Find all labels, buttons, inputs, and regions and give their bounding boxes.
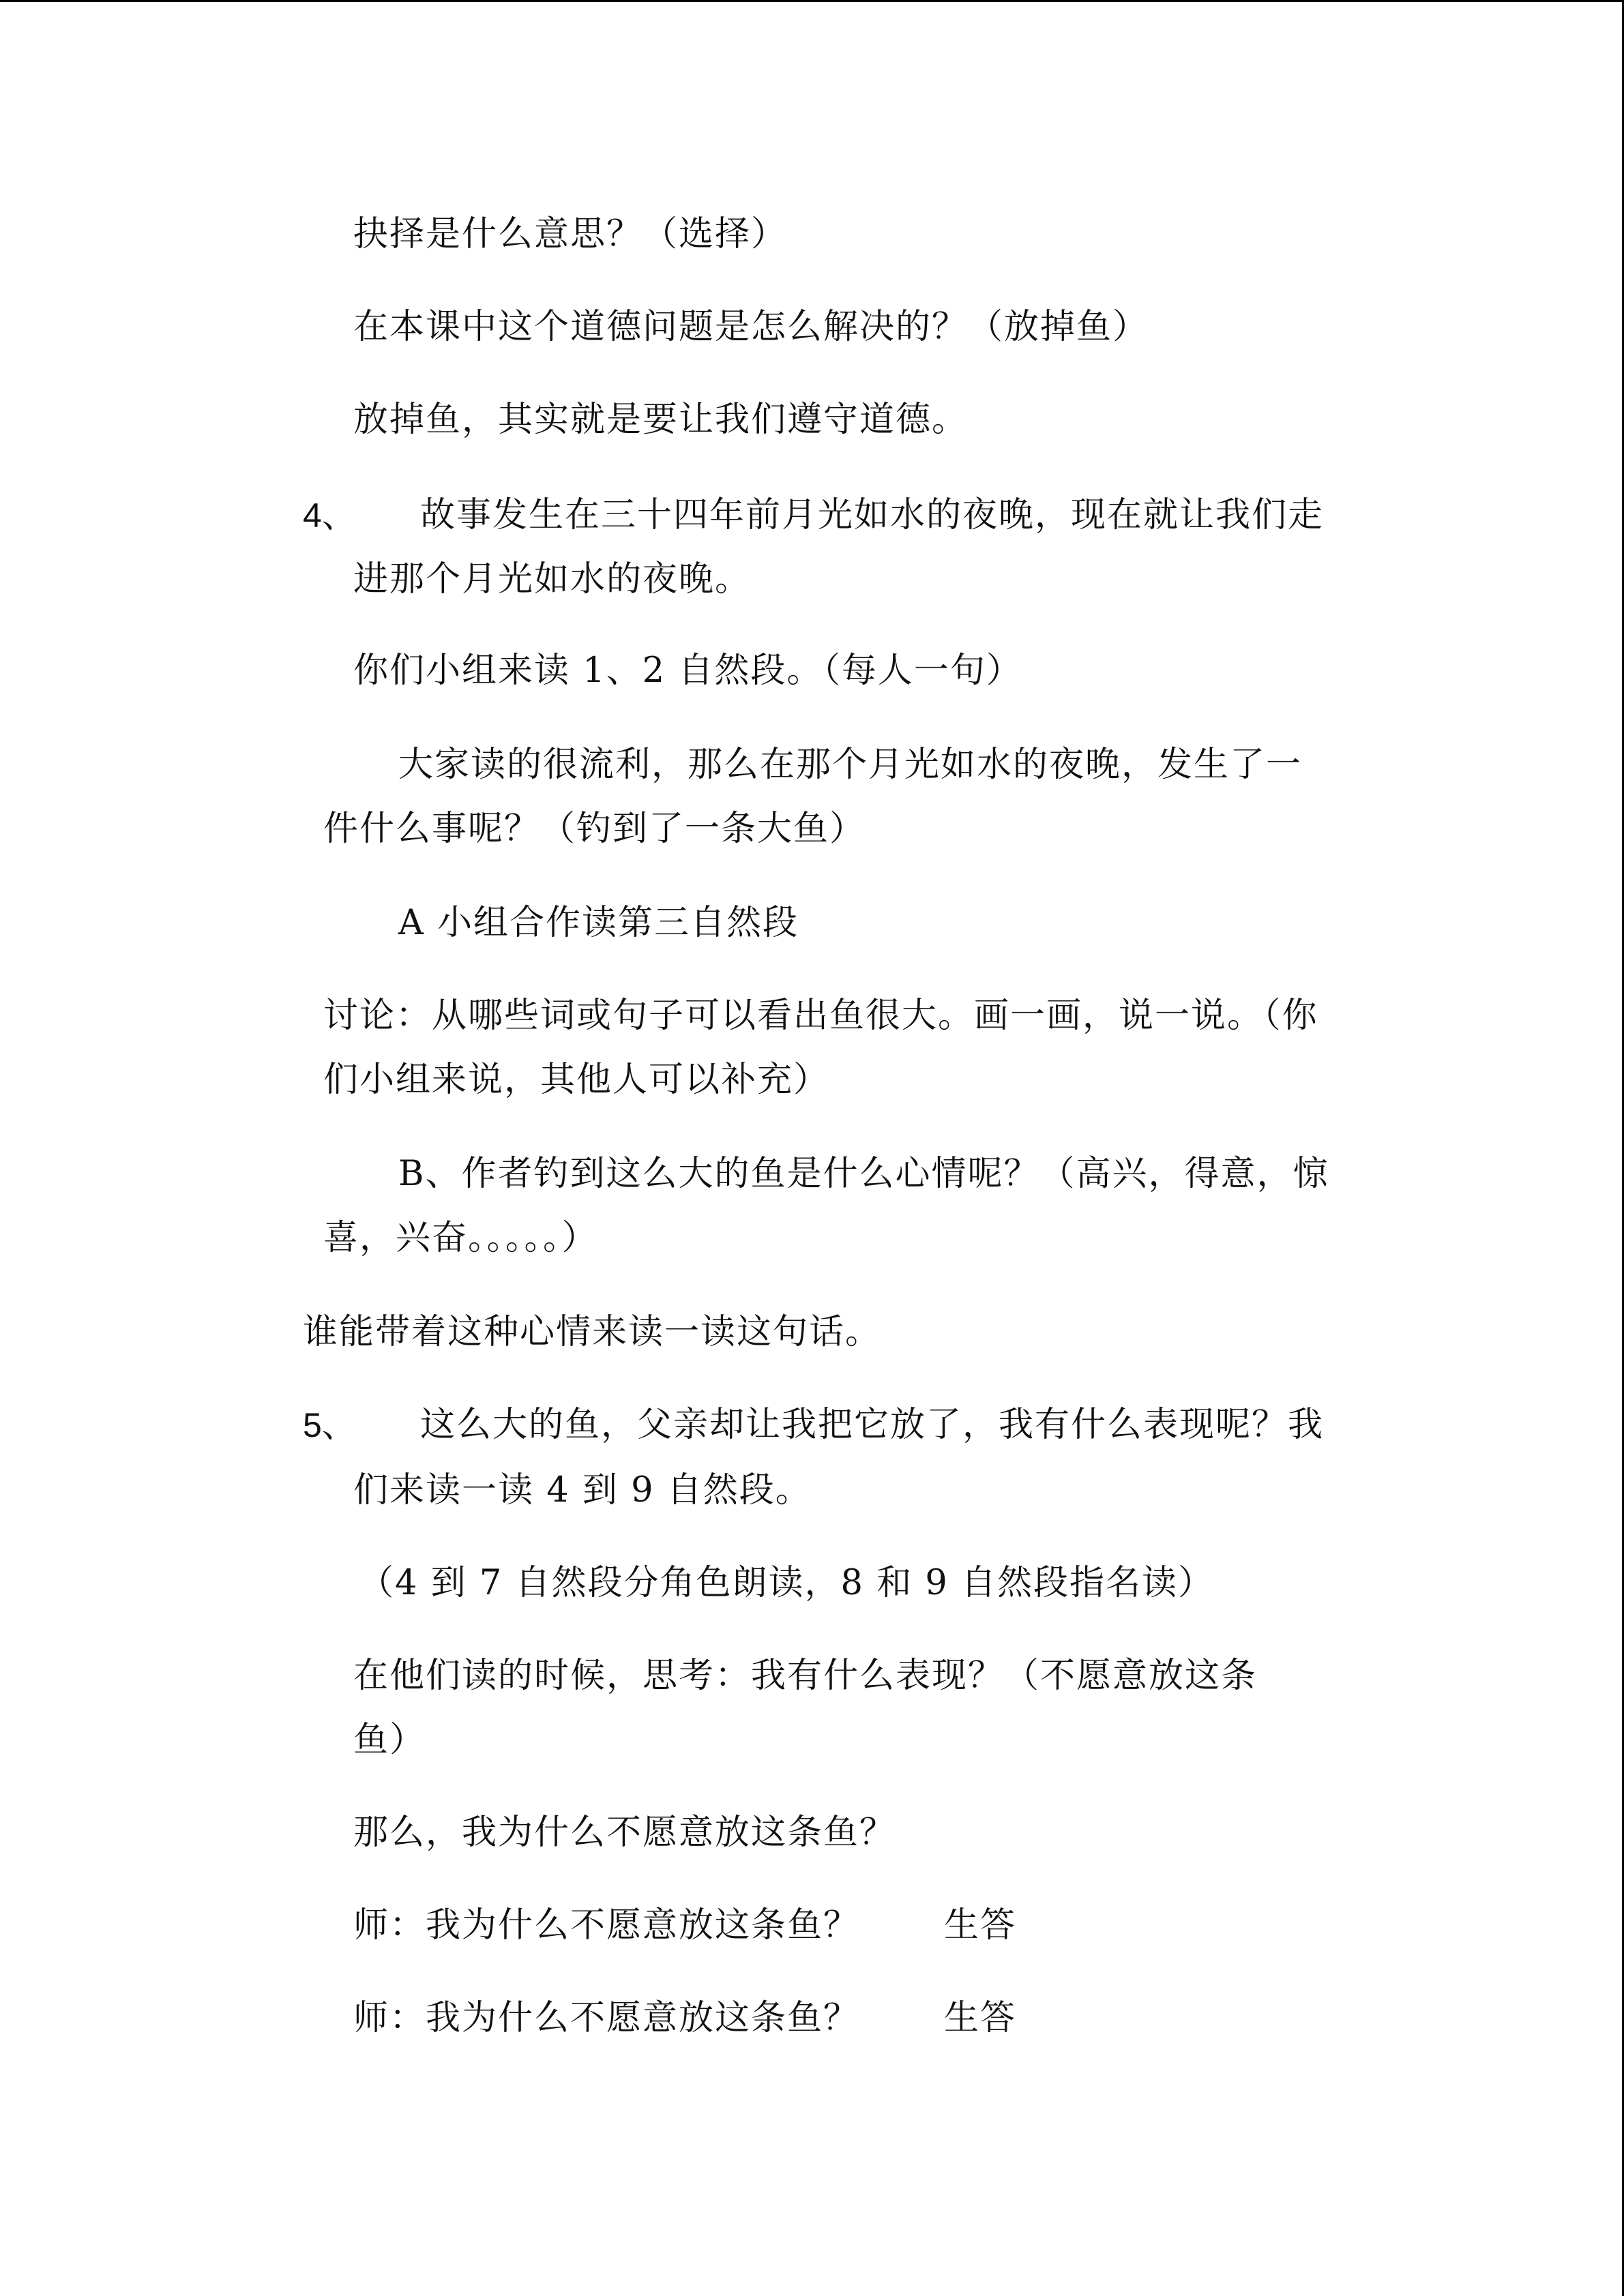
text-line: 大家读的很流利，那么在那个月光如水的夜晚，发生了一: [398, 745, 1303, 785]
text-line: 师：我为什么不愿意放这条鱼？: [353, 1905, 860, 1945]
text-line: A 小组合作读第三自然段: [398, 903, 799, 943]
text-line: 们来读一读 4 到 9 自然段。: [353, 1470, 812, 1510]
text-line: 件什么事呢？（钓到了一条大鱼）: [323, 809, 866, 849]
text-line: 故事发生在三十四年前月光如水的夜晚，现在就让我们走: [420, 495, 1325, 535]
text-line: 喜，兴奋。。。。。）: [323, 1218, 598, 1258]
text-line: 在他们读的时候，思考：我有什么表现？（不愿意放这条: [353, 1656, 1258, 1696]
page-top-border: [0, 0, 1624, 2]
text-line: 这么大的鱼，父亲却让我把它放了，我有什么表现呢？我: [420, 1405, 1325, 1445]
text-line: 那么，我为什么不愿意放这条鱼？: [353, 1813, 896, 1853]
answer-label: 生答: [944, 1998, 1017, 2038]
text-line: 们小组来说，其他人可以补充）: [323, 1060, 830, 1100]
text-line: B、作者钓到这么大的鱼是什么心情呢？（高兴，得意，惊: [398, 1154, 1329, 1194]
text-line: 讨论：从哪些词或句子可以看出鱼很大。画一画，说一说。（你: [323, 996, 1318, 1036]
text-line: （4 到 7 自然段分角色朗读，8 和 9 自然段指名读）: [359, 1563, 1215, 1603]
list-number: 5、: [303, 1406, 356, 1444]
text-line: 鱼）: [353, 1720, 426, 1760]
text-line: 进那个月光如水的夜晚。: [353, 559, 752, 599]
list-number: 4、: [303, 496, 356, 535]
text-line: 你们小组来读 1、2 自然段。（每人一句）: [353, 651, 1022, 691]
text-line: 抉择是什么意思？（选择）: [353, 214, 788, 254]
text-line: 放掉鱼，其实就是要让我们遵守道德。: [353, 400, 969, 440]
answer-label: 生答: [944, 1905, 1017, 1945]
text-line: 在本课中这个道德问题是怎么解决的？（放掉鱼）: [353, 307, 1149, 347]
text-line: 师：我为什么不愿意放这条鱼？: [353, 1998, 860, 2038]
text-line: 谁能带着这种心情来读一读这句话。: [303, 1312, 882, 1352]
